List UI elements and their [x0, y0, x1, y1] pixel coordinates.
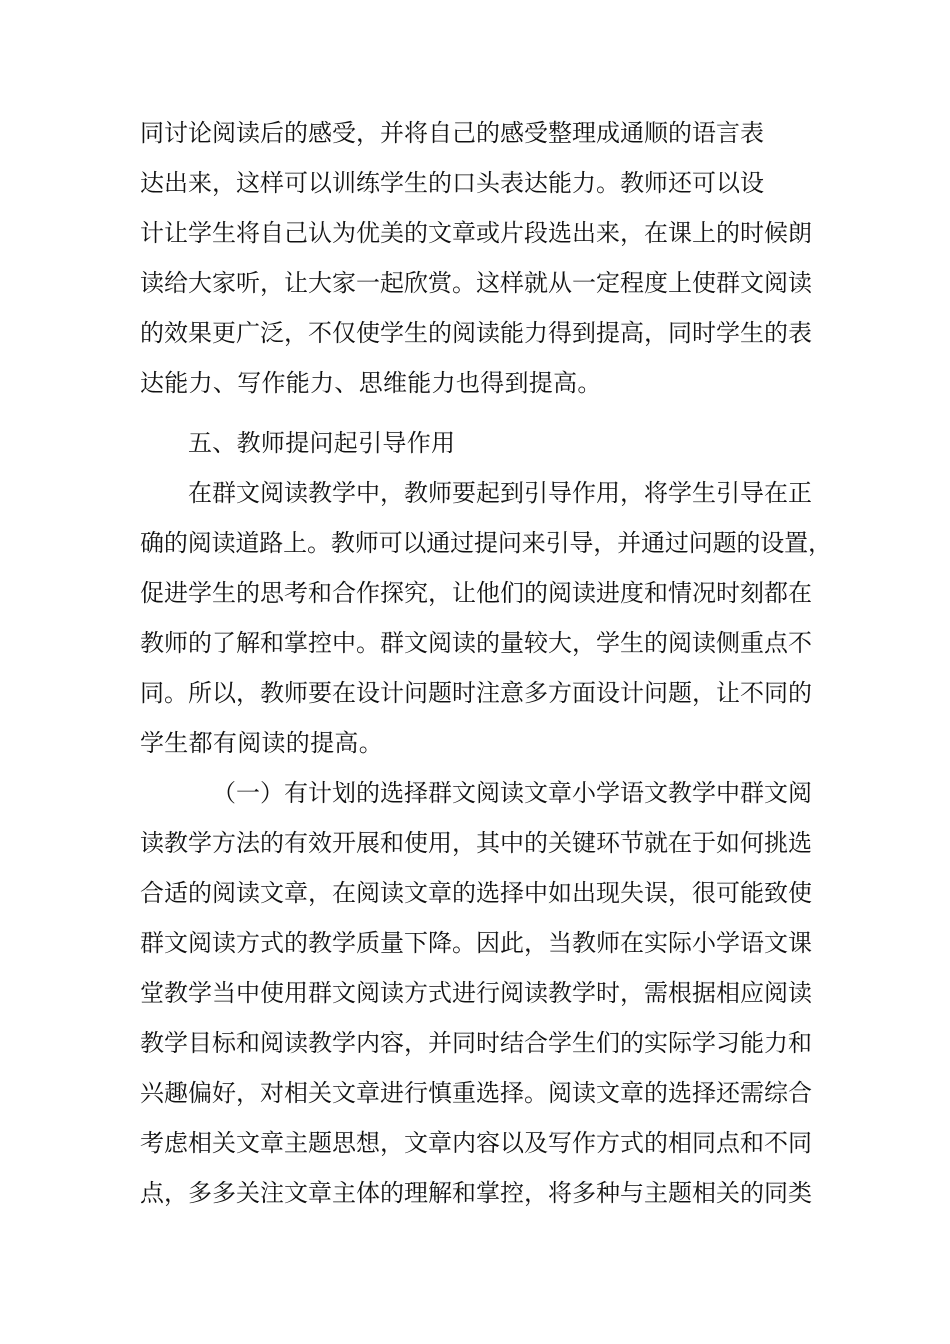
text-line-8: 在群文阅读教学中，教师要起到引导作用，将学生引导在正 — [188, 479, 812, 507]
text-line-21: 考虑相关文章主题思想，文章内容以及写作方式的相同点和不同 — [140, 1129, 812, 1157]
text-line-6: 达能力、写作能力、思维能力也得到提高。 — [140, 369, 602, 397]
text-line-22: 点，多多关注文章主体的理解和掌控，将多种与主题相关的同类 — [140, 1179, 812, 1207]
text-line-3: 计让学生将自己认为优美的文章或片段选出来，在课上的时候朗 — [140, 219, 812, 247]
text-line-20: 兴趣偏好，对相关文章进行慎重选择。阅读文章的选择还需综合 — [140, 1079, 812, 1107]
text-line-19: 教学目标和阅读教学内容，并同时结合学生们的实际学习能力和 — [140, 1029, 812, 1057]
text-line-16: 合适的阅读文章，在阅读文章的选择中如出现失误，很可能致使 — [140, 879, 812, 907]
text-line-5: 的效果更广泛，不仅使学生的阅读能力得到提高，同时学生的表 — [140, 319, 812, 347]
text-line-15: 读教学方法的有效开展和使用，其中的关键环节就在于如何挑选 — [140, 829, 812, 857]
text-line-1: 同讨论阅读后的感受，并将自己的感受整理成通顺的语言表 — [140, 119, 764, 147]
text-line-10: 促进学生的思考和合作探究，让他们的阅读进度和情况时刻都在 — [140, 579, 812, 607]
subsection-heading-line: （一）有计划的选择群文阅读文章小学语文教学中群文阅 — [212, 779, 812, 807]
text-line-12: 同。所以，教师要在设计问题时注意多方面设计问题，让不同的 — [140, 679, 812, 707]
text-line-11: 教师的了解和掌控中。群文阅读的量较大，学生的阅读侧重点不 — [140, 629, 812, 657]
text-line-4: 读给大家听，让大家一起欣赏。这样就从一定程度上使群文阅读 — [140, 269, 812, 297]
text-line-17: 群文阅读方式的教学质量下降。因此，当教师在实际小学语文课 — [140, 929, 812, 957]
section-heading: 五、教师提问起引导作用 — [188, 429, 456, 457]
text-line-9: 确的阅读道路上。教师可以通过提问来引导，并通过问题的设置， — [140, 529, 832, 557]
text-line-18: 堂教学当中使用群文阅读方式进行阅读教学时，需根据相应阅读 — [140, 979, 812, 1007]
text-line-13: 学生都有阅读的提高。 — [140, 729, 383, 757]
text-line-2: 达出来，这样可以训练学生的口头表达能力。教师还可以设 — [140, 169, 764, 197]
